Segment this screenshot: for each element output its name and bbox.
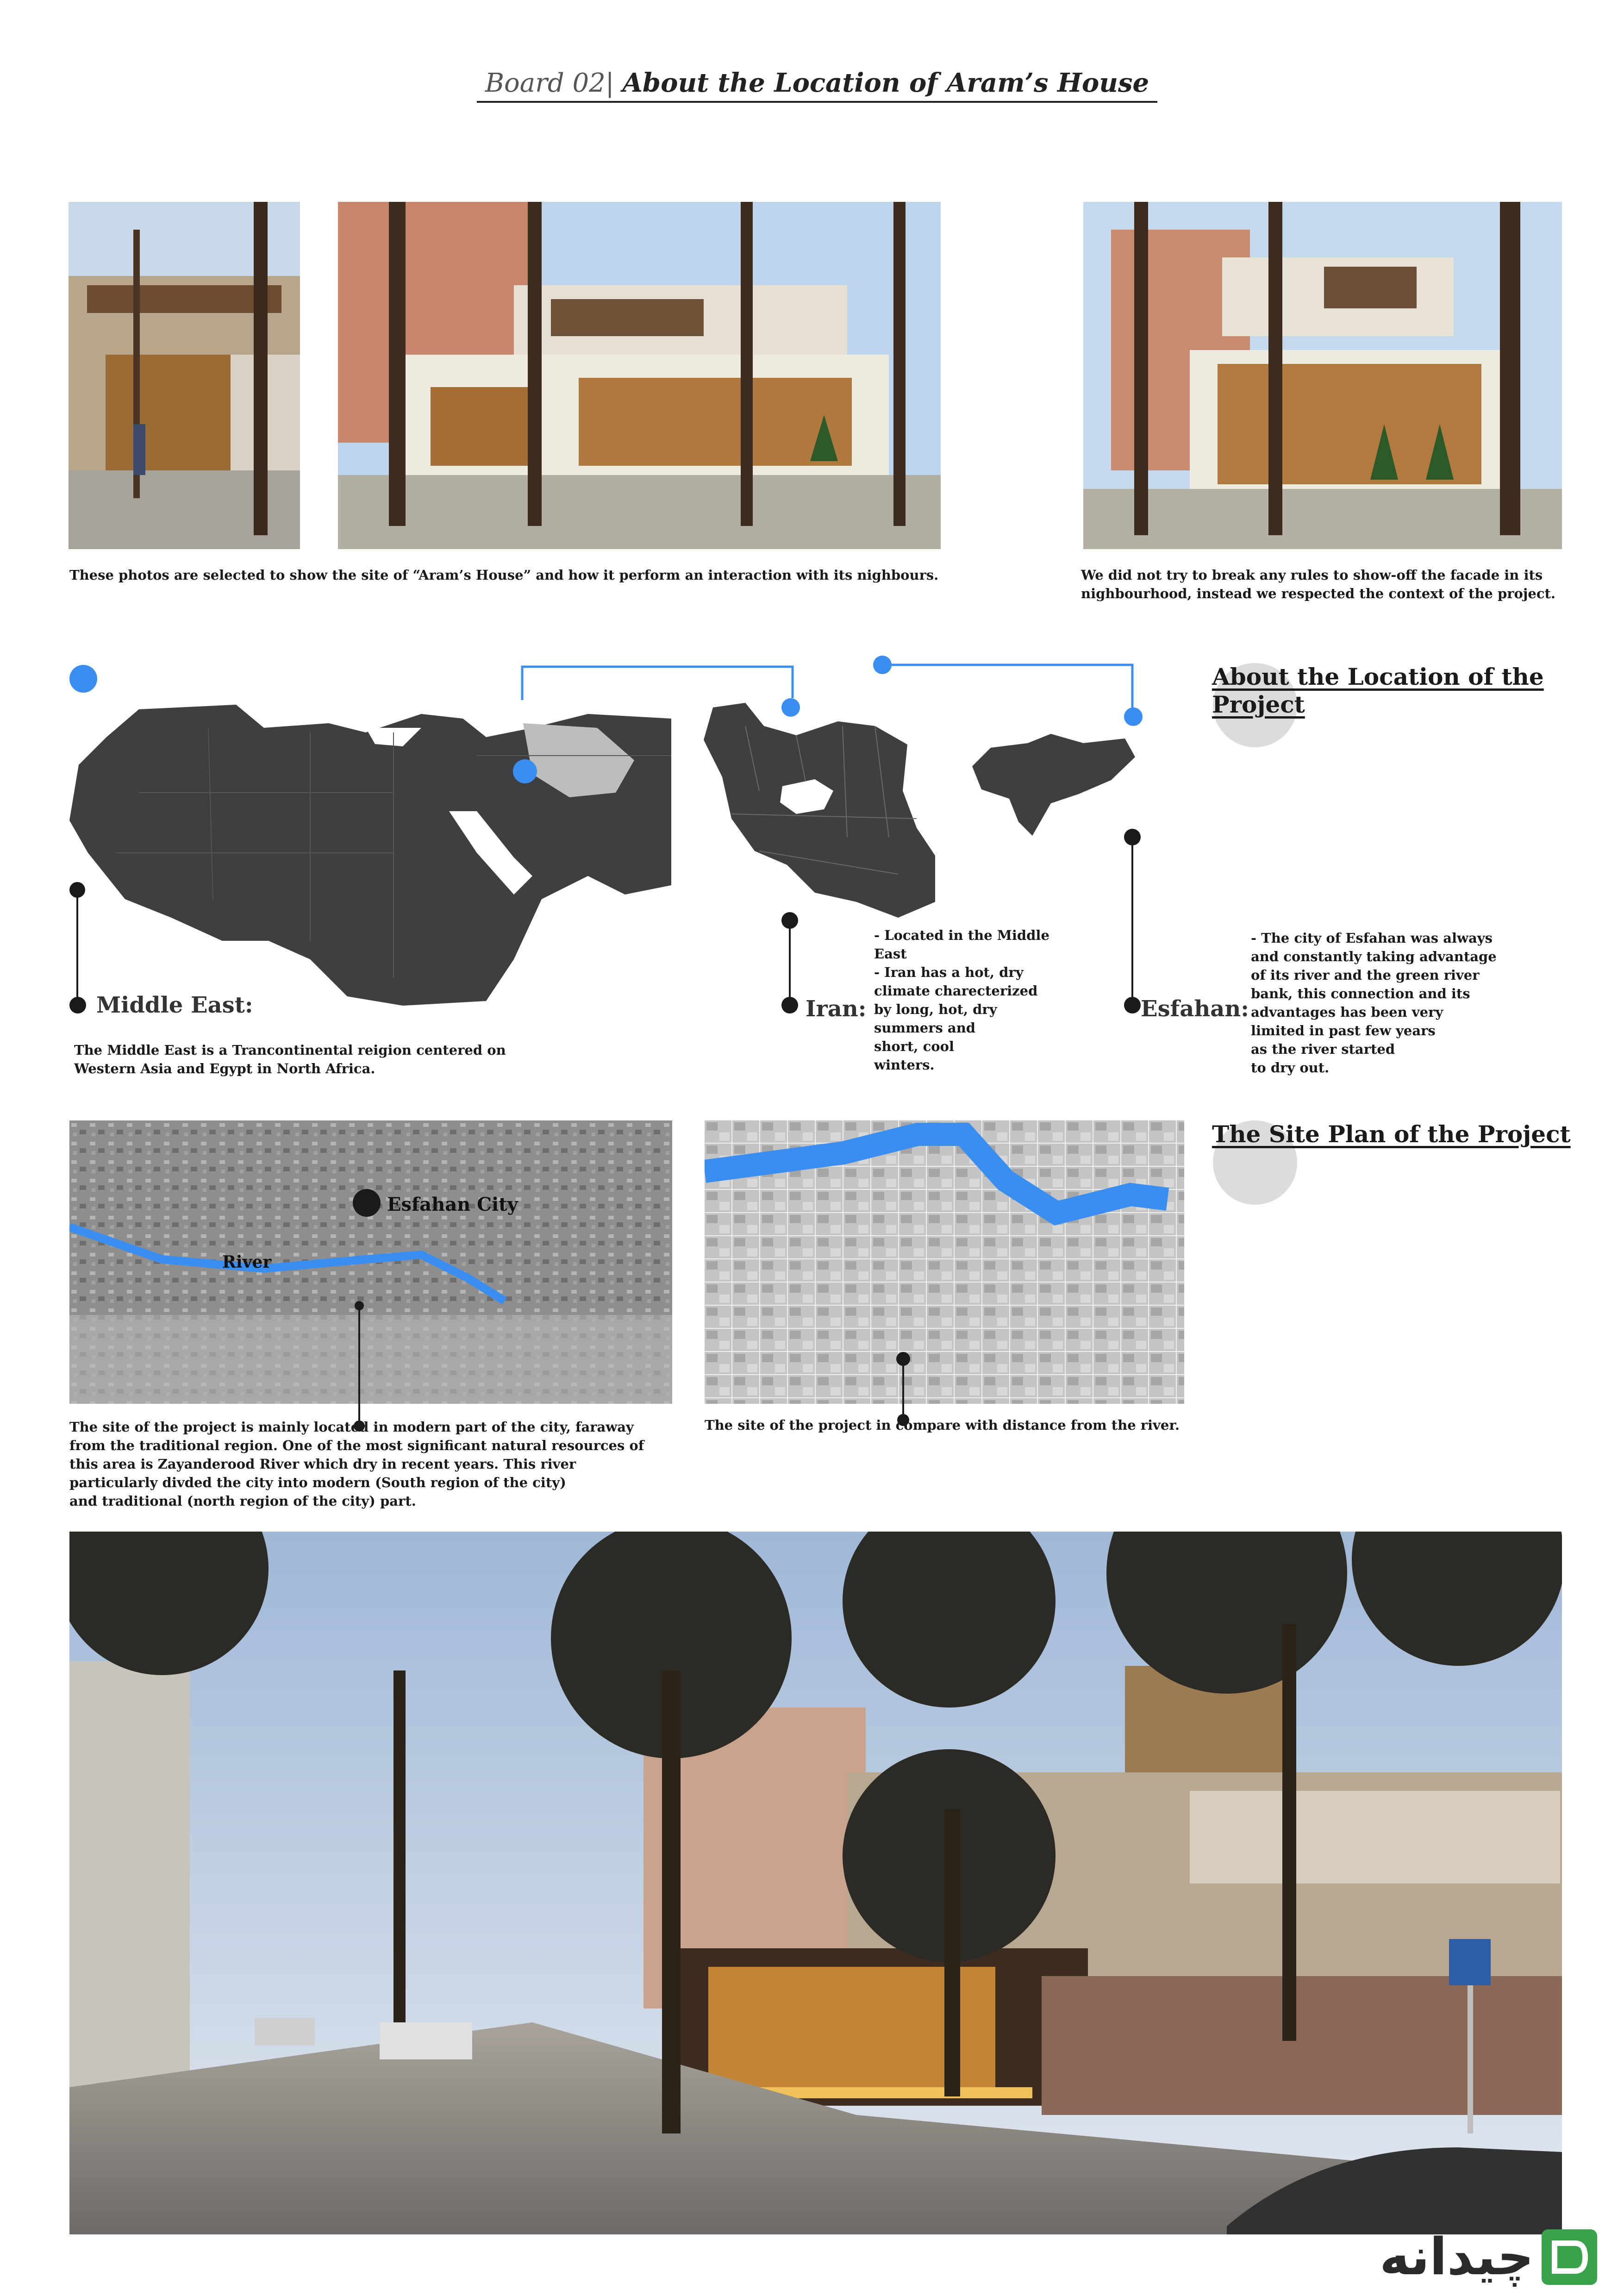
middle-east-description: The Middle East is a Trancontinental reigion centered on Western Asia and Egypt in North Africa. [74,1042,506,1076]
site-detail-pointer-line [902,1359,904,1420]
location-heading: About the Location of the Project [1212,663,1544,718]
river-label: River [222,1252,272,1272]
esfahan-marker-dot [1124,707,1143,726]
board-number: Board 02| [485,68,614,98]
iran-map [704,698,944,918]
iran-label-dot [781,997,798,1013]
esfahan-province-map [972,729,1135,840]
esfahan-description: - The city of Esfahan was always and constantly taking advantage of its river and the green river bank, this connection and its advantages has been very limited in past few years as the river started to dry out. [1251,930,1497,1076]
middle-east-pointer-line [76,890,78,1005]
iran-location-marker [513,759,537,783]
legend-blue-dot [69,665,97,693]
iran-connector-dot [781,698,800,717]
facade-caption: We did not try to break any rules to show-off the facade in its nighbourhood, instead we respected the context of the project. [1081,567,1555,601]
middle-east-map [69,700,671,1006]
board-heading: About the Location of Aram’s House [622,68,1149,98]
esfahan-label: Esfahan: [1141,996,1249,1022]
iran-pointer-line [789,920,791,1005]
iran-description: - Located in the Middle East - Iran has a hot, dry climate charecterized by long, hot, dry summers and short, cool winters. [874,927,1049,1073]
esfahan-label-dot [1124,997,1141,1013]
middle-east-label-dot [69,997,86,1013]
logo-wordmark: چیدانه [1380,2227,1534,2286]
street-dusk-photo [69,1532,1562,2234]
iran-label: Iran: [806,996,867,1022]
esfahan-city-label: Esfahan City [387,1194,518,1215]
site-map-caption: The site of the project is mainly located in modern part of the city, faraway from the traditional region. One of the most significant natural resources of this area is Zayanderood River which dry in recent years. This river particularly divded the city into modern (South region of the city) and traditional (north region of the city) part. [69,1419,644,1509]
middle-east-label: Middle East: [96,992,253,1018]
site-detail-map [705,1120,1184,1404]
esfahan-pointer-line [1131,837,1133,1005]
site-photos-caption: These photos are selected to show the site of “Aram’s House” and how it perform an interaction with its nighbours. [69,567,939,583]
site-plan-heading: The Site Plan of the Project [1212,1120,1571,1148]
site-detail-caption: The site of the project in compare with distance from the river. [705,1417,1180,1433]
site-pointer-line [358,1306,360,1426]
esfahan-aerial-map [69,1120,672,1404]
logo-icon [1542,2229,1597,2285]
esfahan-connector-dot [873,656,892,674]
esfahan-city-marker [353,1189,381,1217]
